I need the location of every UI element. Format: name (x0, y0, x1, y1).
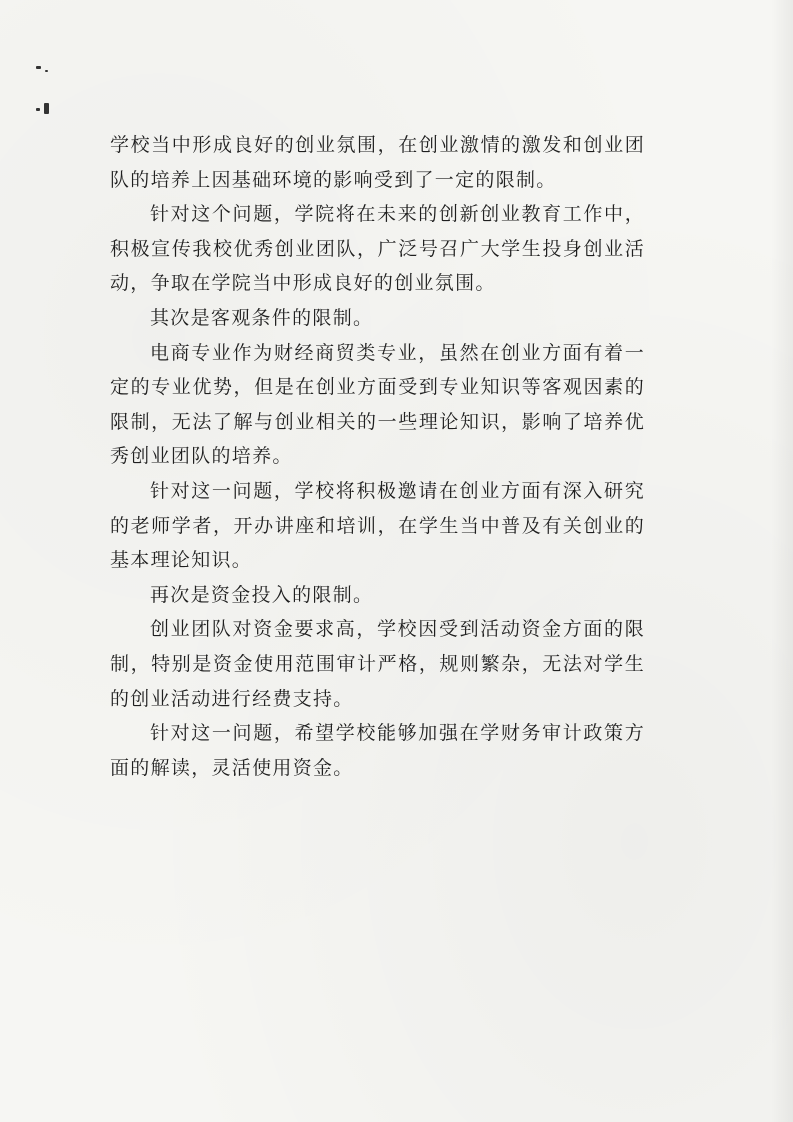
paragraph: 针对这一问题，学校将积极邀请在创业方面有深入研究的老师学者，开办讲座和培训，在学生当中普及有关创业的基本理论知识。 (110, 479, 645, 572)
paragraph: 电商专业作为财经商贸类专业，虽然在创业方面有着一定的专业优势，但是在创业方面受到专业知识等客观因素的限制，无法了解与创业相关的一些理论知识，影响了培养优秀创业团队的培养。 (110, 341, 645, 468)
scan-speck (36, 66, 41, 69)
page-edge-shadow (771, 0, 793, 1122)
section-heading: 再次是资金投入的限制。 (150, 583, 374, 606)
section-heading: 其次是客观条件的限制。 (150, 306, 374, 329)
paragraph: 学校当中形成良好的创业氛围，在创业激情的激发和创业团队的培养上因基础环境的影响受到了一定的限制。 (110, 134, 645, 191)
scan-speck (45, 70, 48, 72)
paragraph: 创业团队对资金要求高，学校因受到活动资金方面的限制，特别是资金使用范围审计严格，规则繁杂，无法对学生的创业活动进行经费支持。 (110, 618, 645, 710)
scan-speck (44, 103, 49, 114)
scan-speck (36, 108, 40, 111)
paragraph: 针对这个问题，学院将在未来的创新创业教育工作中，积极宣传我校优秀创业团队，广泛号召广大学生投身创业活动，争取在学院当中形成良好的创业氛围。 (110, 203, 645, 295)
paragraph: 针对这一问题，希望学校能够加强在学财务审计政策方面的解读，灵活使用资金。 (110, 722, 645, 779)
document-body (110, 128, 645, 785)
